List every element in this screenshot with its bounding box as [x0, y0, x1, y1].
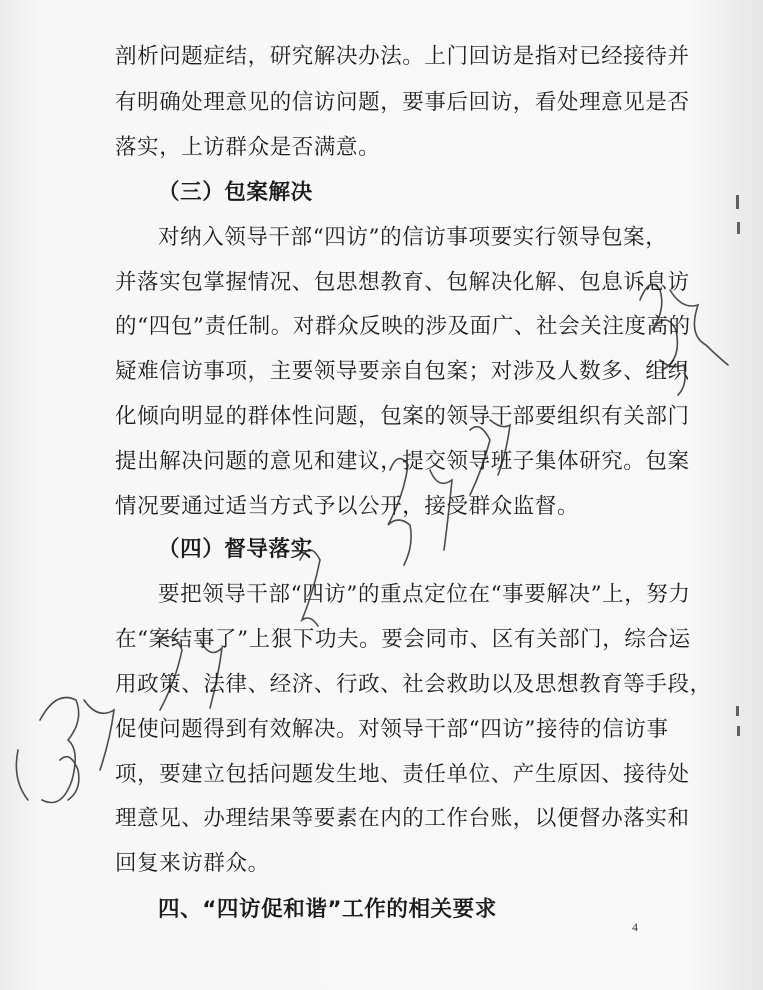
body-text-line: 情况要通过适当方式予以公开，接受群众监督。	[115, 494, 580, 519]
body-text-line: 在“案结事了”上狠下功夫。要会同市、区有关部门，综合运	[115, 627, 691, 652]
body-text-line: 提出解决问题的意见和建议，提交领导班子集体研究。包案	[115, 449, 690, 474]
body-text-line: 要把领导干部“四访”的重点定位在“事要解决”上，努力	[158, 582, 691, 607]
section-heading-main: 四、“四访促和谐”工作的相关要求	[158, 897, 497, 922]
body-text-line: 理意见、办理结果等要素在内的工作台账，以便督办落实和	[115, 806, 690, 831]
body-text-line: 的“四包”责任制。对群众反映的涉及面广、社会关注度高的	[115, 314, 691, 339]
body-text-line: 并落实包掌握情况、包思想教育、包解决化解、包息诉息访	[115, 270, 690, 295]
body-text-line: 化倾向明显的群体性问题，包案的领导干部要组织有关部门	[115, 404, 690, 429]
section-heading-4: （四）督导落实	[158, 537, 313, 562]
body-text-line: 有明确处理意见的信访问题，要事后回访，看处理意见是否	[115, 90, 690, 115]
body-text-line: 回复来访群众。	[115, 851, 270, 876]
body-text-line: 促使问题得到有效解决。对领导干部“四访”接待的信访事	[115, 717, 669, 742]
page-number: 4	[632, 920, 638, 934]
body-text-line: 对纳入领导干部“四访”的信访事项要实行领导包案，	[158, 225, 668, 250]
body-text-line: 项，要建立包括问题发生地、责任单位、产生原因、接待处	[115, 762, 690, 787]
section-heading-3: （三）包案解决	[158, 180, 313, 205]
body-text-line: 疑难信访事项，主要领导要亲自包案；对涉及人数多、组织	[115, 359, 690, 384]
body-text-line: 剖析问题症结，研究解决办法。上门回访是指对已经接待并	[115, 44, 690, 69]
body-text-line: 落实，上访群众是否满意。	[115, 135, 381, 160]
body-text-line: 用政策、法律、经济、行政、社会救助以及思想教育等手段，	[115, 672, 712, 697]
